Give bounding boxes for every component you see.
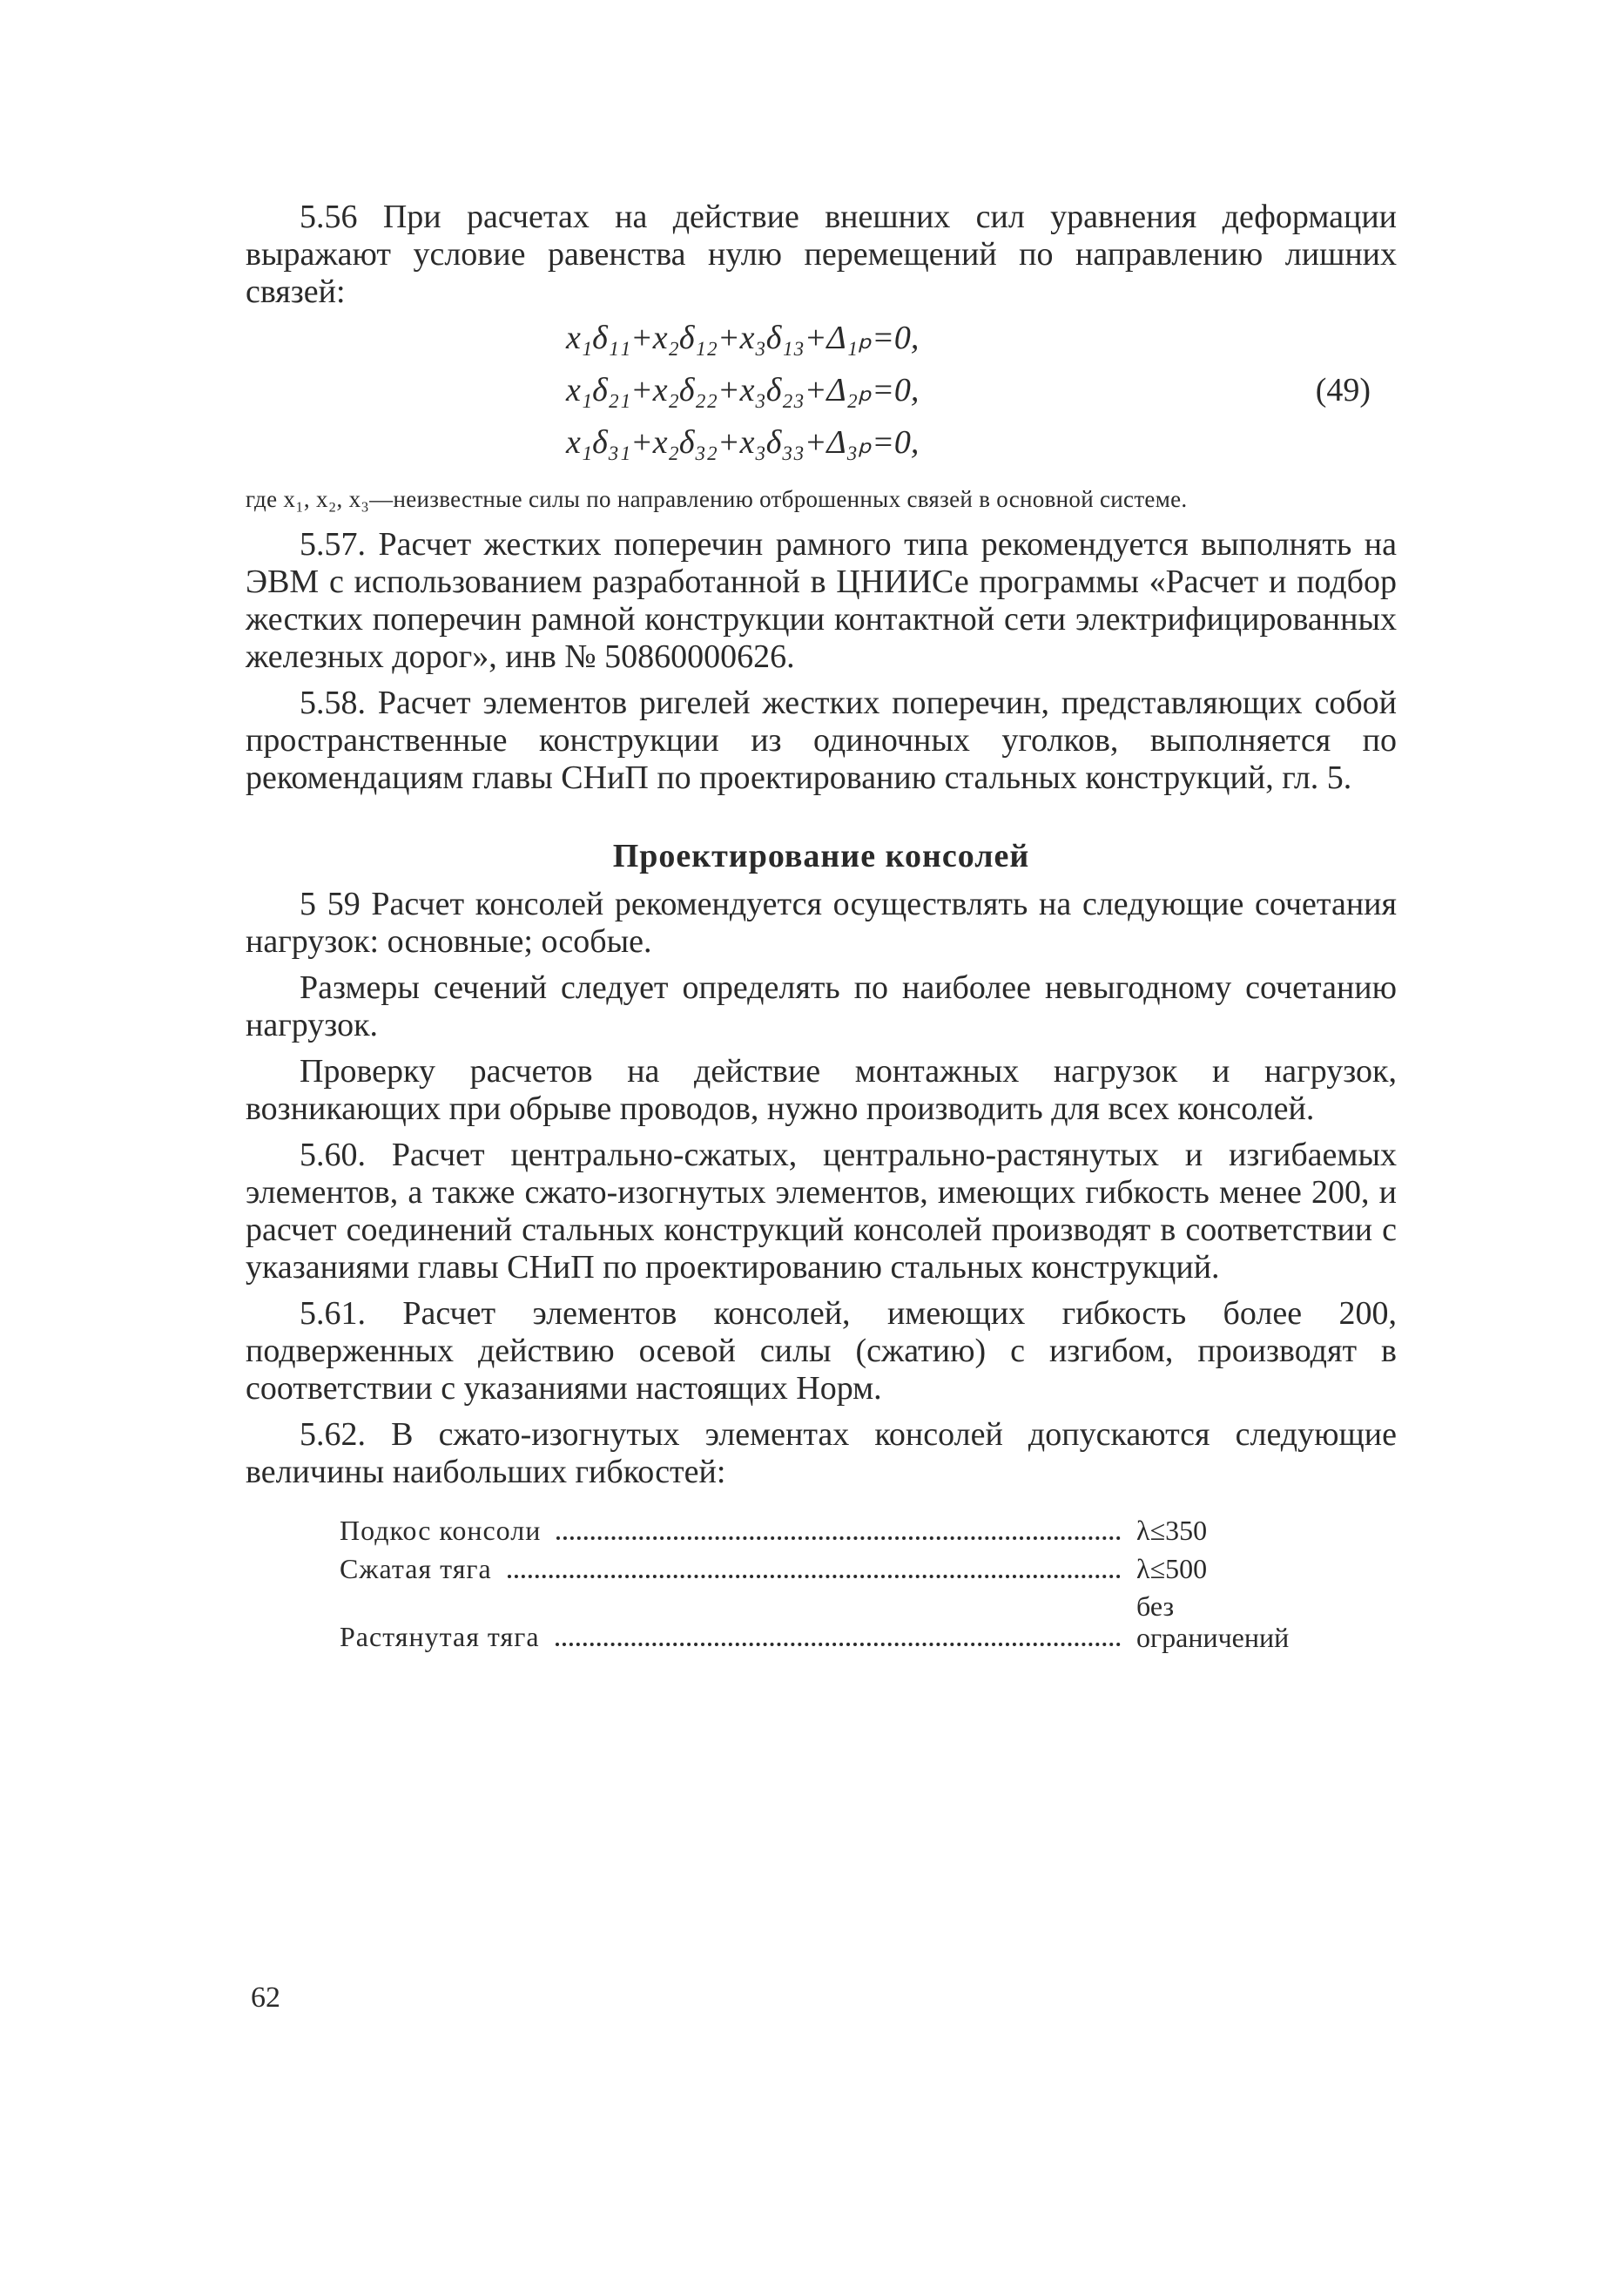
page-number: 62 (251, 1981, 280, 2014)
leader-dots (556, 1639, 1121, 1646)
limit-name: Растянутая тяга (340, 1621, 540, 1652)
paragraph-5-59-c: Проверку расчетов на действие монтажных нагрузок и нагрузок, возникающих при обрыве проводов, нужно производить для всех консолей. (246, 1053, 1397, 1127)
limit-row (340, 1552, 1271, 1585)
document-page (246, 199, 1397, 1658)
paragraph-5-59: 5 59 Расчет консолей рекомендуется осуществлять на следующие сочетания нагрузок: основные; особые. (246, 886, 1397, 960)
paragraph-5-59-b: Размеры сечений следует определять по наиболее невыгодному сочетанию нагрузок. (246, 969, 1397, 1043)
equation-3: x₁δ₃₁+x₂δ₃₂+x₃δ₃₃+Δ₃ₚ=0, (566, 424, 920, 461)
limit-value: без ограничений (1136, 1590, 1290, 1653)
limit-name: Подкос консоли (340, 1515, 542, 1546)
paragraph-5-58: 5.58. Расчет элементов ригелей жестких поперечин, представляющих собой пространственные конструкции из одиночных уголков, выполняется по рекомендациям главы СНиП по проектированию стальных конструкций, гл. 5. (246, 685, 1397, 796)
leader-dots (508, 1571, 1121, 1578)
limit-value: λ≤500 (1136, 1553, 1208, 1584)
equation-system-49 (246, 316, 1397, 473)
limit-row (340, 1590, 1290, 1653)
equation-number: (49) (1315, 372, 1371, 408)
paragraph-5-56: 5.56 При расчетах на действие внешних сил уравнения деформации выражают условие равенства нулю перемещений по направлению лишних связей: (246, 199, 1397, 310)
equation-2: x₁δ₂₁+x₂δ₂₂+x₃δ₂₃+Δ₂ₚ=0, (566, 372, 920, 408)
slenderness-limits-list (340, 1514, 1290, 1653)
paragraph-5-62: 5.62. В сжато-изогнутых элементах консолей допускаются следующие величины наибольших гибкостей: (246, 1416, 1397, 1490)
leader-dots (556, 1533, 1121, 1540)
section-heading: Проектирование консолей (612, 838, 1030, 874)
where-note: где x₁, x₂, x₃—неизвестные силы по направлению отброшенных связей в основной системе. (246, 486, 1188, 512)
paragraph-5-60: 5.60. Расчет центрально-сжатых, центрально-растянутых и изгибаемых элементов, а также сжато-изогнутых элементов, имеющих гибкость менее 200, и расчет соединений стальных конструкций консолей производят в соответствии с указаниями главы СНиП по проектированию стальных конструкций. (246, 1137, 1397, 1286)
paragraph-5-57: 5.57. Расчет жестких поперечин рамного типа рекомендуется выполнять на ЭВМ с использованием разработанной в ЦНИИСе программы «Расчет и подбор жестких поперечин рамной конструкции контактной сети электрифицированных железных дорог», инв № 50860000626. (246, 526, 1397, 675)
equation-1: x₁δ₁₁+x₂δ₁₂+x₃δ₁₃+Δ₁ₚ=0, (566, 320, 920, 356)
paragraph-5-61: 5.61. Расчет элементов консолей, имеющих гибкость более 200, подверженных действию осевой силы (сжатию) с изгибом, производят в соответствии с указаниями настоящих Норм. (246, 1295, 1397, 1407)
limit-row (340, 1514, 1271, 1547)
limit-name: Сжатая тяга (340, 1553, 492, 1584)
limit-value: λ≤350 (1136, 1515, 1208, 1546)
